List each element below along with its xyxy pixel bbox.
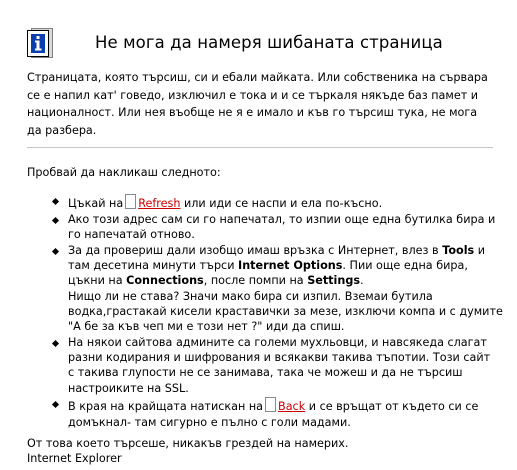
refresh-link[interactable]: Refresh (138, 197, 181, 210)
intro-line: Страницата, която търсиш, си и ебали майката. Или собственика на сървара (27, 71, 488, 84)
tip-back: В края на крайщата натискан на Back и се връщат от където си се домъкнал- там сигурно е пълно с голи мадами. (53, 397, 499, 430)
connections-tab-label: Connections (126, 274, 204, 288)
intro-paragraph (27, 69, 497, 139)
bullet-icon (52, 248, 59, 255)
refresh-button-icon[interactable] (125, 194, 136, 209)
footer (27, 437, 348, 466)
page-header (27, 24, 497, 64)
bullet-icon (52, 401, 59, 408)
bullet-icon (52, 198, 59, 205)
tools-menu-label: Tools (442, 243, 475, 257)
intro-line: да разбера. (27, 123, 97, 137)
tip-admins: На някои сайтова админите са големи мухльовци, и навсякеда слагат разни кодирания и шифрования и всякакви такива тъпотии. Този сайт с такива глупости не се занимава, така че можеш и да не търсиш настроиките на SSL. (53, 336, 499, 396)
try-label: Пробвай да накликаш следното: (27, 166, 221, 179)
tip-refresh: Цъкай на Refresh или иди се наспи и ела по-късно. (53, 194, 499, 211)
divider (27, 147, 493, 149)
back-button-icon[interactable] (265, 397, 276, 412)
tips-list (53, 194, 503, 431)
footer-message: От това което търсеше, никакъв грездей на намерих. (27, 437, 349, 450)
intro-line: националност. Или нея въобще не я е имало и къв го търсиш тука, не мога (27, 106, 478, 119)
bullet-icon (52, 217, 59, 224)
internet-options-label: Internet Options (238, 258, 343, 272)
back-link[interactable]: Back (278, 400, 306, 414)
bullet-icon (52, 340, 59, 347)
page-title: Не мога да намеря шибаната страница (95, 33, 443, 52)
info-icon (27, 28, 53, 58)
settings-label: Settings (307, 274, 360, 288)
tip-connection: За да провериш дали изобщо имаш връзка с Интернет, влез в Tools и там десетина минути търси Internet Options. Пии още една бира, цъкни на Connections, после помпи на Settings. Нищо ли не става? Значи мако бира си изпил. Вземаи бутила водка,грастакай кисели краставички за мезе, изключи компа и с думите "А бе за къв чеп ми е този нет ?" иди да спиш. (53, 244, 499, 335)
tip-address: Ако този адрес сам си го напечатал, то изпии още една бутилка бира и го напечатай отново. (53, 213, 499, 243)
intro-line: се е напил кат' говедо, изключил е тока и и се търкаля някъде баз памет и (27, 88, 479, 102)
footer-app-name: Internet Explorer (27, 451, 122, 465)
